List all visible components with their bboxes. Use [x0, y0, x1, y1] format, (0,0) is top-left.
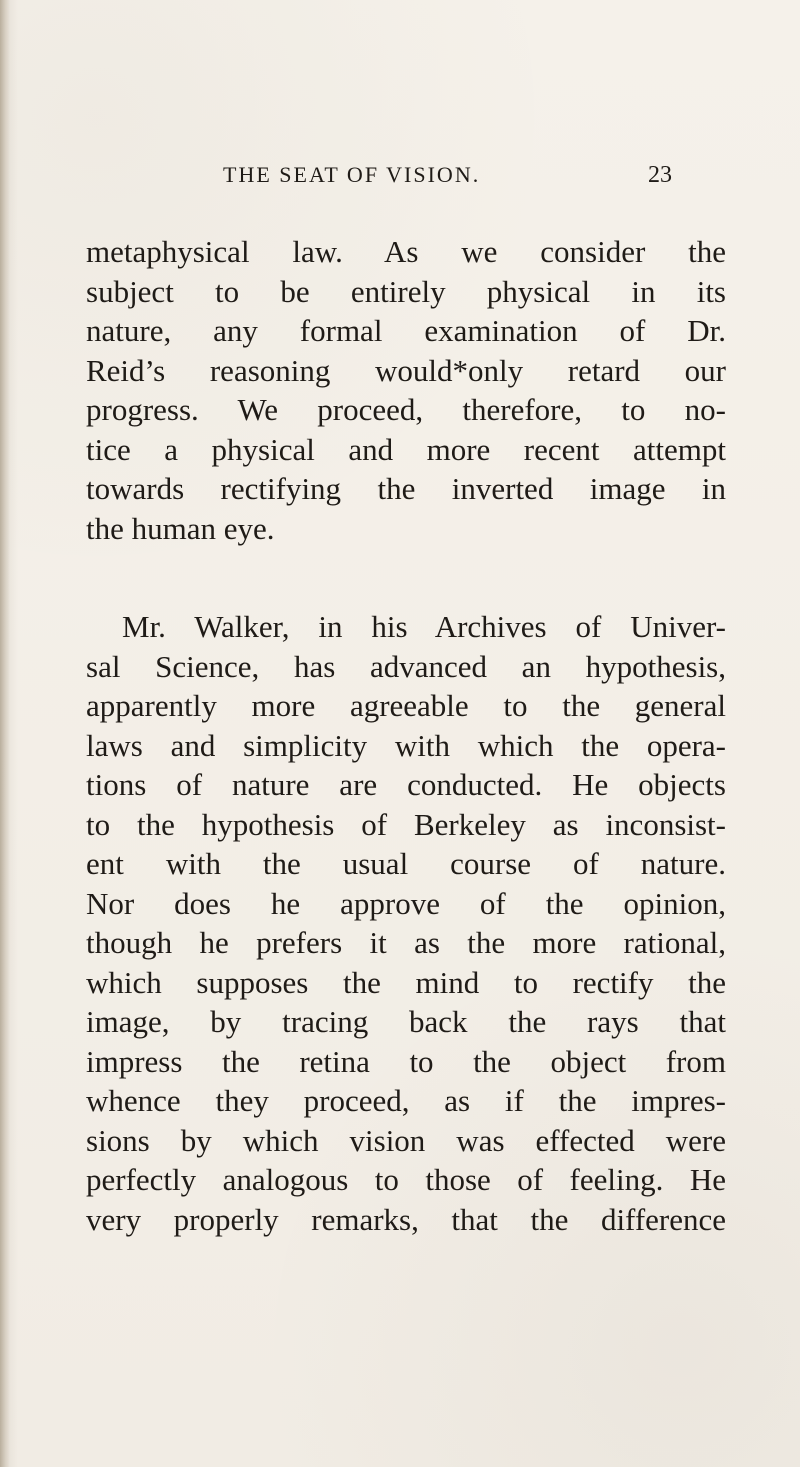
paragraph-spacer — [86, 548, 726, 607]
paragraph-1 — [86, 232, 726, 548]
text-line: sions by which vision was effected were — [86, 1122, 726, 1158]
text-line: the human eye. — [86, 510, 275, 546]
text-line: very properly remarks, that the difference — [86, 1201, 726, 1237]
text-line: tice a physical and more recent attempt — [86, 431, 726, 467]
paragraph-2 — [86, 607, 726, 1239]
page-number: 23 — [648, 162, 672, 188]
text-line: perfectly analogous to those of feeling. He — [86, 1162, 726, 1197]
text-line: laws and simplicity with which the opera- — [86, 727, 726, 763]
text-line: nature, any formal examination of Dr. — [86, 313, 726, 348]
text-line: which supposes the mind to rectify the — [86, 964, 726, 1000]
text-line: metaphysical law. As we consider the — [86, 234, 726, 269]
text-line: impress the retina to the object from — [86, 1043, 726, 1079]
text-line: though he prefers it as the more rational, — [86, 925, 726, 960]
text-line: whence they proceed, as if the impres- — [86, 1083, 726, 1118]
text-line: to the hypothesis of Berkeley as inconsist- — [86, 806, 726, 842]
text-line: sal Science, has advanced an hypothesis, — [86, 648, 726, 684]
page-spine-shadow — [0, 0, 10, 1467]
body-text — [86, 232, 726, 1239]
text-line: apparently more agreeable to the general — [86, 688, 726, 723]
text-line: tions of nature are conducted. He objects — [86, 767, 726, 802]
text-line: image, by tracing back the rays that — [86, 1004, 726, 1039]
text-line: Mr. Walker, in his Archives of Univer- — [122, 609, 726, 644]
text-line: towards rectifying the inverted image in — [86, 471, 726, 506]
text-line: Reid’s reasoning would*only retard our — [86, 352, 726, 388]
text-line: subject to be entirely physical in its — [86, 273, 726, 309]
text-line: ent with the usual course of nature. — [86, 846, 726, 881]
text-line: progress. We proceed, therefore, to no- — [86, 392, 726, 427]
page-header — [0, 162, 800, 196]
text-line: Nor does he approve of the opinion, — [86, 885, 726, 921]
running-head: THE SEAT OF VISION. — [223, 162, 481, 187]
